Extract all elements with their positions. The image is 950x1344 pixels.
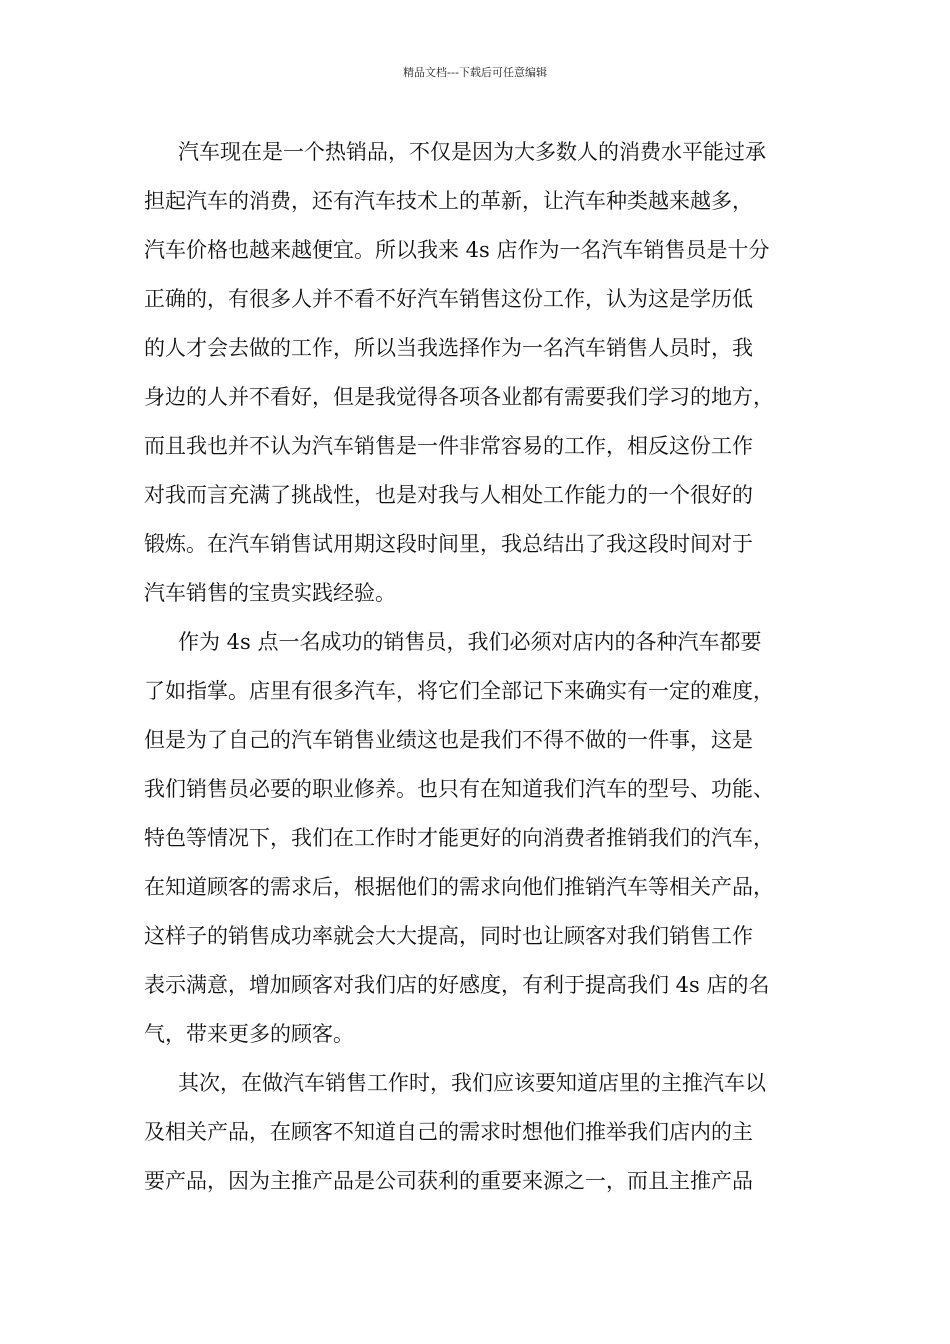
paragraph-2-line-2: 了如指掌。店里有很多汽车，将它们全部记下来确实有一定的难度， (144, 679, 774, 703)
page-header: 精品文档---下载后可任意编辑 (403, 66, 547, 79)
paragraph-1-line-2: 担起汽车的消费，还有汽车技术上的革新，让汽车种类越来越多， (144, 189, 753, 213)
document-body (144, 132, 808, 1210)
paragraph-2-line-9: 气，带来更多的顾客。 (144, 1022, 354, 1046)
paragraph-1-line-3: 汽车价格也越来越便宜。所以我来 4s 店作为一名汽车销售员是十分 (144, 238, 770, 262)
paragraph-3-line-3: 要产品，因为主推产品是公司获利的重要来源之一，而且主推产品 (144, 1169, 753, 1193)
paragraph-1-line-5: 的人才会去做的工作，所以当我选择作为一名汽车销售人员时，我 (144, 336, 753, 360)
paragraph-2-line-4: 我们销售员必要的职业修养。也只有在知道我们汽车的型号、功能、 (144, 777, 774, 801)
paragraph-1-line-6: 身边的人并不看好，但是我觉得各项各业都有需要我们学习的地方， (144, 385, 774, 409)
paragraph-1-line-7: 而且我也并不认为汽车销售是一件非常容易的工作，相反这份工作 (144, 434, 753, 458)
paragraph-2-line-6: 在知道顾客的需求后，根据他们的需求向他们推销汽车等相关产品， (144, 875, 774, 899)
paragraph-1-line-1: 汽车现在是一个热销品，不仅是因为大多数人的消费水平能过承 (178, 140, 766, 164)
paragraph-2-line-8: 表示满意，增加顾客对我们店的好感度，有利于提高我们 4s 店的名 (144, 973, 770, 997)
paragraph-3-line-2: 及相关产品，在顾客不知道自己的需求时想他们推举我们店内的主 (144, 1120, 753, 1144)
paragraph-2-line-1: 作为 4s 点一名成功的销售员，我们必须对店内的各种汽车都要 (178, 630, 762, 654)
paragraph-2-line-7: 这样子的销售成功率就会大大提高，同时也让顾客对我们销售工作 (144, 924, 753, 948)
paragraph-3-line-1: 其次，在做汽车销售工作时，我们应该要知道店里的主推汽车以 (178, 1071, 766, 1095)
paragraph-1-line-4: 正确的，有很多人并不看不好汽车销售这份工作，认为这是学历低 (144, 287, 753, 311)
paragraph-2-line-5: 特色等情况下，我们在工作时才能更好的向消费者推销我们的汽车， (144, 826, 774, 850)
paragraph-1-line-8: 对我而言充满了挑战性，也是对我与人相处工作能力的一个很好的 (144, 483, 753, 507)
paragraph-2-line-3: 但是为了自己的汽车销售业绩这也是我们不得不做的一件事，这是 (144, 728, 753, 752)
paragraph-1-line-9: 锻炼。在汽车销售试用期这段时间里，我总结出了我这段时间对于 (144, 532, 753, 556)
paragraph-1-line-10: 汽车销售的宝贵实践经验。 (144, 581, 396, 605)
